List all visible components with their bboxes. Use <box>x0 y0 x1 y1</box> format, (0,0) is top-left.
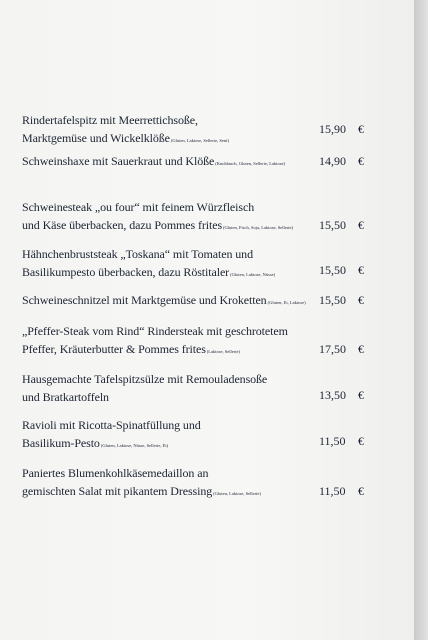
menu-item-pfeffer-steak <box>22 322 402 361</box>
currency-symbol: € <box>358 342 364 356</box>
dish-name-line1: Schweinesteak „ou four“ mit feinem Würzfleisch <box>22 200 255 214</box>
dish-name <box>22 245 307 284</box>
page-edge-shadow <box>414 0 428 640</box>
dish-name-line1: Schweinshaxe mit Sauerkraut und Klöße <box>22 154 215 168</box>
dish-price: 11,50 <box>319 484 346 498</box>
allergen-note: (Gluten, Laktose, Nüsse) <box>230 272 276 277</box>
dish-name <box>22 291 307 312</box>
dish-name <box>22 198 307 237</box>
dish-name-line2: Basilikum-Pesto <box>22 436 100 450</box>
dish-price: 15,50 <box>319 218 346 232</box>
menu-item-schweinshaxe <box>22 152 402 173</box>
dish-name-line1: Paniertes Blumenkohlkäsemedaillon an <box>22 466 209 480</box>
dish-price: 15,50 <box>319 263 346 277</box>
menu-item-rindertafelspitz <box>22 111 402 150</box>
currency-symbol: € <box>358 388 364 402</box>
dish-name-line2: gemischten Salat mit pikantem Dressing <box>22 484 213 498</box>
dish-name-line2: und Käse überbacken, dazu Pommes frites <box>22 218 223 232</box>
dish-price: 13,50 <box>319 388 346 402</box>
dish-name-line2: Marktgemüse und Wickelklöße <box>22 131 170 145</box>
dish-name-line1: „Pfeffer-Steak vom Rind“ Rindersteak mit geschrotetem <box>22 324 288 338</box>
currency-symbol: € <box>358 484 364 498</box>
dish-price: 11,50 <box>319 434 346 448</box>
allergen-note: (Knoblauch, Gluten, Sellerie, Laktose) <box>215 161 285 166</box>
dish-name <box>22 370 307 406</box>
dish-name-line1: Schweineschnitzel mit Marktgemüse und Kroketten <box>22 293 267 307</box>
dish-name-line1: Hausgemachte Tafelspitzsülze mit Remouladensoße <box>22 372 268 386</box>
dish-price: 14,90 <box>319 154 346 168</box>
dish-name <box>22 111 307 150</box>
dish-name <box>22 416 307 455</box>
allergen-note: (Gluten, Laktose, Nüsse, Sellerie, Ei) <box>100 443 169 448</box>
menu-item-tafelspitzsuelze <box>22 370 402 406</box>
dish-price: 15,50 <box>319 293 346 307</box>
dish-name-line1: Hähnchenbruststeak „Toskana“ mit Tomaten und <box>22 247 253 261</box>
currency-symbol: € <box>358 218 364 232</box>
menu-item-schweinesteak-ou-four <box>22 198 402 237</box>
currency-symbol: € <box>358 122 364 136</box>
dish-name-line1: Rindertafelspitz mit Meerrettichsoße, <box>22 113 198 127</box>
allergen-note: (Gluten, Ei, Laktose) <box>267 300 306 305</box>
dish-name-line2: Pfeffer, Kräuterbutter & Pommes frites <box>22 342 206 356</box>
menu-item-schweineschnitzel <box>22 291 402 312</box>
dish-name-line2: Basilikumpesto überbacken, dazu Röstitaler <box>22 265 230 279</box>
currency-symbol: € <box>358 293 364 307</box>
allergen-note: (Gluten, Laktose, Sellerie) <box>213 491 261 496</box>
currency-symbol: € <box>358 263 364 277</box>
currency-symbol: € <box>358 434 364 448</box>
dish-name <box>22 464 307 503</box>
dish-name-line2: und Bratkartoffeln <box>22 390 109 404</box>
allergen-note: (Gluten, Fisch, Soja, Laktose, Sellerie) <box>223 225 294 230</box>
dish-price: 17,50 <box>319 342 346 356</box>
allergen-note: (Gluten, Laktose, Sellerie, Senf) <box>170 138 230 143</box>
dish-name-line1: Ravioli mit Ricotta-Spinatfüllung und <box>22 418 201 432</box>
menu-item-ravioli <box>22 416 402 455</box>
menu-item-blumenkohlkaesemedaillon <box>22 464 402 503</box>
menu-item-haehnchenbruststeak-toskana <box>22 245 402 284</box>
dish-name <box>22 152 307 173</box>
allergen-note: (Laktose, Sellerie) <box>206 349 241 354</box>
currency-symbol: € <box>358 154 364 168</box>
dish-name <box>22 322 307 361</box>
dish-price: 15,90 <box>319 122 346 136</box>
